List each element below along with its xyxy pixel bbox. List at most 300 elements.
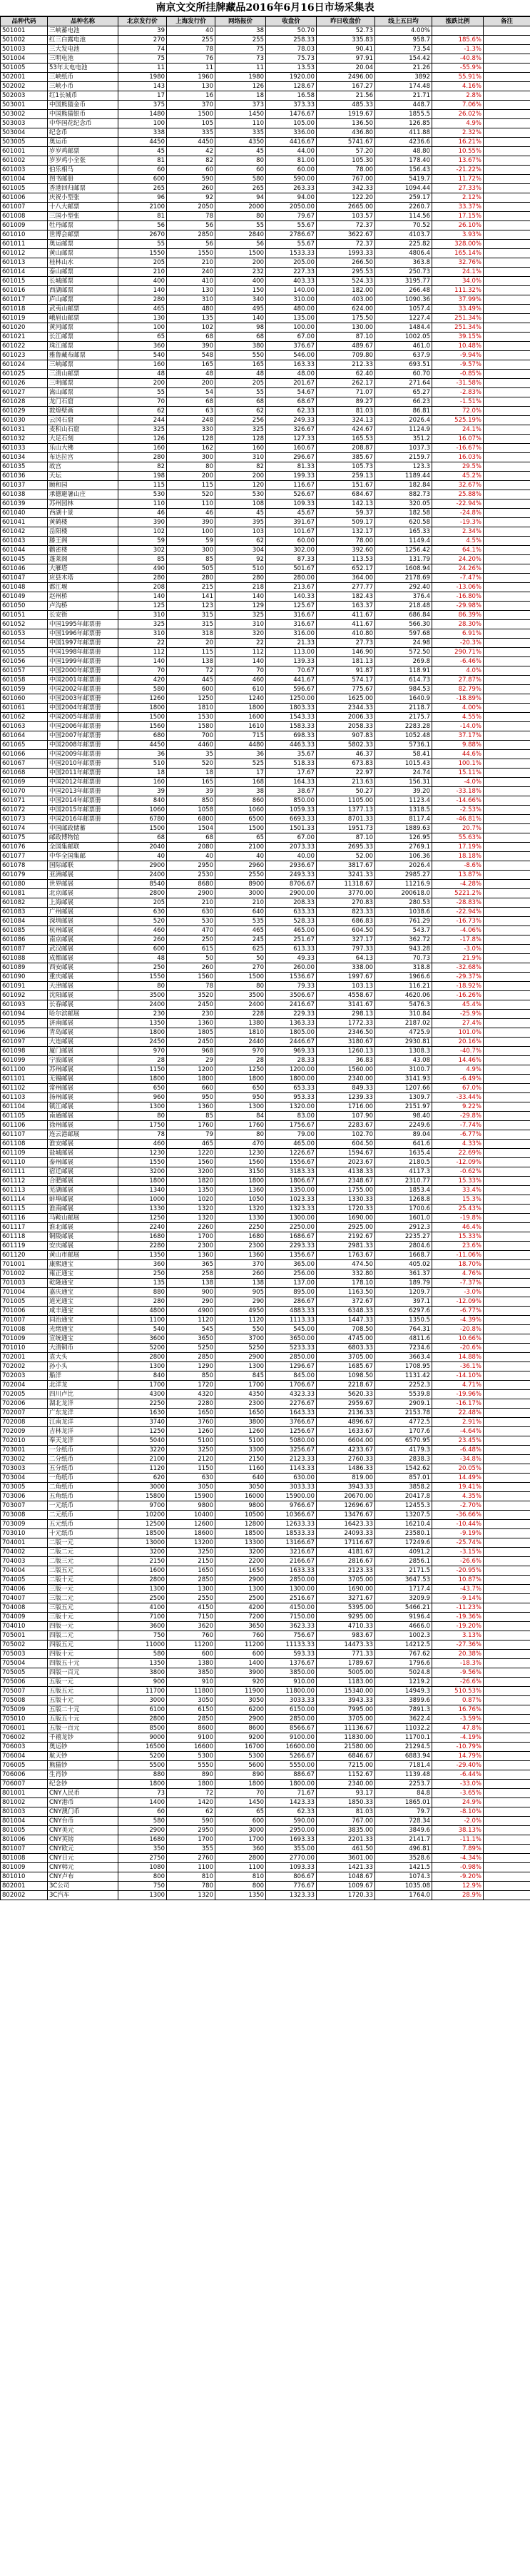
table-row — [1, 1371, 530, 1381]
table-row — [1, 1093, 530, 1102]
table-cell: 2800 — [118, 1353, 167, 1362]
table-cell — [484, 128, 530, 138]
table-cell: 一分纸币 — [48, 1446, 118, 1455]
table-cell — [484, 221, 530, 230]
table-cell: 3740 — [118, 1418, 167, 1427]
table-cell — [484, 1566, 530, 1576]
table-cell: 45.4% — [432, 1000, 484, 1010]
table-cell: 640 — [215, 908, 266, 917]
table-cell: 5024.8 — [375, 1668, 432, 1678]
table-cell: 89.27 — [317, 397, 375, 407]
col-header: 品种名称 — [48, 17, 118, 26]
table-cell: 1050 — [215, 1195, 266, 1205]
table-cell: 485.33 — [317, 101, 375, 110]
table-cell: 1124.9 — [375, 425, 432, 435]
table-cell — [484, 500, 530, 509]
table-cell: 3050 — [167, 1696, 215, 1705]
table-cell: 62.33 — [266, 1807, 317, 1817]
table-cell: -46.81% — [432, 815, 484, 824]
table-cell: 24.1% — [432, 425, 484, 435]
table-cell: 2450 — [167, 1000, 215, 1010]
table-cell: 济南邮展 — [48, 1019, 118, 1028]
table-row — [1, 574, 530, 583]
table-cell: 200 — [118, 379, 167, 388]
table-cell: 45 — [215, 509, 266, 518]
table-cell: 510 — [215, 564, 266, 574]
table-cell: 86.39% — [432, 611, 484, 620]
table-cell: 601027 — [1, 388, 48, 397]
table-cell: 302.00 — [266, 546, 317, 555]
table-cell: 140 — [215, 592, 266, 602]
table-cell — [484, 1084, 530, 1093]
table-cell: 16.03% — [432, 453, 484, 462]
table-cell: 2006.33 — [317, 713, 375, 722]
table-cell: 泰州邮展 — [48, 1158, 118, 1167]
table-cell: 601118 — [1, 1232, 48, 1242]
table-cell: 122.20 — [317, 193, 375, 203]
table-cell: 62 — [118, 407, 167, 416]
table-cell: 761.29 — [375, 917, 432, 926]
table-cell: 495 — [215, 305, 266, 314]
table-cell: 2340.00 — [317, 1075, 375, 1084]
table-cell: 2178.69 — [375, 574, 432, 583]
table-cell: 601107 — [1, 1130, 48, 1140]
table-cell: 2253.7 — [375, 1780, 432, 1789]
table-cell: 3250 — [167, 1446, 215, 1455]
table-cell: 二版一元 — [48, 1538, 118, 1548]
table-cell: 5600 — [215, 1761, 266, 1770]
table-cell: 苏州邮展 — [48, 1065, 118, 1075]
table-cell: 15900.00 — [266, 1492, 317, 1501]
table-cell: 大足石刻 — [48, 435, 118, 444]
table-cell — [484, 1279, 530, 1288]
table-cell: 251.34% — [432, 323, 484, 333]
table-cell: 701007 — [1, 1316, 48, 1325]
table-cell: 三国小型张 — [48, 212, 118, 221]
table-cell — [484, 1826, 530, 1835]
table-cell: CNY卢布 — [48, 1872, 118, 1882]
table-cell: 2141.7 — [375, 1835, 432, 1845]
table-cell — [484, 1130, 530, 1140]
table-cell: 2516.67 — [266, 1594, 317, 1603]
table-cell: 703009 — [1, 1520, 48, 1529]
table-cell: 601088 — [1, 954, 48, 963]
table-cell: 230 — [167, 1010, 215, 1019]
table-cell: 1550 — [167, 249, 215, 258]
table-cell: 62 — [215, 407, 266, 416]
table-cell: 503003 — [1, 119, 48, 128]
table-cell: 3520 — [167, 991, 215, 1000]
table-cell: 601050 — [1, 602, 48, 611]
table-cell — [484, 1752, 530, 1761]
table-row — [1, 639, 530, 648]
table-cell: 601070 — [1, 787, 48, 796]
table-cell: 4620.06 — [375, 991, 432, 1000]
table-cell: 601110 — [1, 1158, 48, 1167]
table-cell: 卢沟桥 — [48, 602, 118, 611]
table-cell: 335 — [167, 128, 215, 138]
table-cell: 1320 — [215, 1205, 266, 1214]
table-cell: 16000 — [215, 1492, 266, 1501]
table-cell: 2.91% — [432, 1418, 484, 1427]
table-row — [1, 1279, 530, 1288]
table-cell: 310.84 — [375, 1010, 432, 1019]
table-cell: 10200 — [118, 1511, 167, 1520]
table-cell: 38.67 — [266, 787, 317, 796]
table-cell — [484, 1065, 530, 1075]
table-cell: 502002 — [1, 82, 48, 91]
table-cell: 1250 — [167, 694, 215, 704]
table-cell: 78.03 — [266, 45, 317, 54]
table-cell: 810 — [215, 1872, 266, 1882]
table-cell: 59.37 — [317, 509, 375, 518]
table-cell — [484, 203, 530, 212]
table-cell: 900 — [167, 1288, 215, 1297]
table-cell — [484, 1872, 530, 1882]
table-cell: 1700.6 — [375, 1205, 432, 1214]
col-header: 线上五日均 — [375, 17, 432, 26]
table-cell: 4.71% — [432, 1381, 484, 1390]
table-cell: 703001 — [1, 1446, 48, 1455]
table-cell: 1542.62 — [375, 1464, 432, 1474]
table-cell: 四版五元 — [48, 1641, 118, 1650]
table-cell: 154.42 — [375, 54, 432, 64]
table-cell — [484, 759, 530, 769]
table-row — [1, 750, 530, 759]
table-cell: 2500 — [118, 1594, 167, 1603]
table-cell: 长春邮展 — [48, 1000, 118, 1010]
table-cell: 68 — [167, 833, 215, 843]
table-cell: -12.09% — [432, 1158, 484, 1167]
table-cell: 137.00 — [266, 1279, 317, 1288]
table-cell: 767.00 — [317, 175, 375, 184]
table-cell — [484, 1641, 530, 1650]
table-cell: 890 — [215, 1770, 266, 1780]
table-row — [1, 1047, 530, 1056]
table-cell: 武汉邮展 — [48, 945, 118, 954]
table-cell: 航天钞 — [48, 1752, 118, 1761]
table-cell: 8500 — [118, 1724, 167, 1733]
table-cell: 北洋龙 — [48, 1381, 118, 1390]
table-cell: 世博会邮票 — [48, 230, 118, 240]
table-cell: 94.00 — [266, 193, 317, 203]
table-cell — [484, 1474, 530, 1483]
table-cell: -19.96% — [432, 1390, 484, 1399]
table-cell: -6.46% — [432, 657, 484, 666]
table-cell: 55 — [215, 221, 266, 230]
table-cell: 47.8% — [432, 1724, 484, 1733]
table-cell: 中国邮政储蓄 — [48, 824, 118, 833]
table-cell: 201.67 — [266, 379, 317, 388]
table-cell: 2900 — [118, 1826, 167, 1835]
table-cell: 601018 — [1, 305, 48, 314]
table-cell: 3600 — [118, 1334, 167, 1344]
table-cell — [484, 351, 530, 360]
table-cell: 185.6% — [432, 36, 484, 45]
table-cell: 93.17 — [317, 1789, 375, 1798]
table-cell: 21580.00 — [317, 1743, 375, 1752]
table-cell — [484, 973, 530, 982]
table-cell: 60 — [167, 166, 215, 175]
table-cell: -36.1% — [432, 1362, 484, 1371]
table-row — [1, 1863, 530, 1872]
table-cell — [484, 1047, 530, 1056]
table-cell: 1750 — [118, 1121, 167, 1130]
table-cell: 盐城邮展 — [48, 1149, 118, 1158]
table-cell: 701009 — [1, 1334, 48, 1344]
table-cell — [484, 323, 530, 333]
table-cell: 1060 — [215, 806, 266, 815]
table-cell — [484, 166, 530, 175]
table-cell: -0.62% — [432, 1167, 484, 1177]
table-cell: 100.1% — [432, 759, 484, 769]
table-cell: 845 — [215, 1371, 266, 1381]
table-cell — [484, 1891, 530, 1900]
table-cell — [484, 880, 530, 889]
table-cell: 315 — [167, 620, 215, 629]
table-cell: 2026.4 — [375, 861, 432, 871]
table-cell: 601045 — [1, 555, 48, 564]
table-row — [1, 1548, 530, 1557]
table-cell: 全国集邮联 — [48, 843, 118, 852]
table-cell: 1800 — [215, 1177, 266, 1186]
table-cell: 63 — [167, 407, 215, 416]
table-cell: 20.16% — [432, 1038, 484, 1047]
table-cell: 西湖邮票 — [48, 286, 118, 295]
table-cell: 12696.67 — [317, 1501, 375, 1511]
table-row — [1, 1269, 530, 1279]
table-cell: 83.00 — [266, 1112, 317, 1121]
table-cell: 350 — [118, 1845, 167, 1854]
table-cell: 624.00 — [317, 305, 375, 314]
table-cell: 7150.00 — [266, 1613, 317, 1622]
table-cell: 75 — [215, 45, 266, 54]
table-cell: 68 — [215, 397, 266, 407]
table-cell: CNY美元 — [48, 1826, 118, 1835]
table-cell: 361.37 — [375, 1269, 432, 1279]
table-cell: 114.56 — [375, 212, 432, 221]
table-cell: 1700 — [167, 1835, 215, 1845]
table-cell: 9800 — [215, 1501, 266, 1511]
table-cell: 3200 — [167, 1167, 215, 1177]
table-cell: 1720 — [167, 1381, 215, 1390]
table-cell: 43.08 — [375, 1056, 432, 1065]
table-cell: 中国1999年邮票册 — [48, 657, 118, 666]
table-cell: 280 — [215, 574, 266, 583]
table-cell: 200 — [215, 472, 266, 481]
table-cell: -6.44% — [432, 1770, 484, 1780]
table-cell: 601067 — [1, 759, 48, 769]
table-cell: 7200 — [215, 1613, 266, 1622]
table-cell — [484, 908, 530, 917]
table-cell: -14.0% — [432, 722, 484, 731]
table-cell — [484, 314, 530, 323]
table-cell: 9100.00 — [266, 1733, 317, 1743]
table-cell: 215 — [167, 583, 215, 592]
table-cell: 55.67 — [266, 240, 317, 249]
table-cell: 110 — [118, 500, 167, 509]
table-cell: 127.33 — [266, 435, 317, 444]
table-cell: 4150.00 — [266, 1603, 317, 1613]
table-cell: 45.67 — [266, 509, 317, 518]
table-cell: 950 — [167, 1093, 215, 1102]
table-cell: 二元纸币 — [48, 1511, 118, 1520]
table-cell: 601015 — [1, 277, 48, 286]
table-cell: 400 — [215, 277, 266, 286]
table-cell: 465 — [118, 305, 167, 314]
table-row — [1, 917, 530, 926]
table-cell: 850 — [167, 796, 215, 806]
table-cell: 1356.67 — [266, 1251, 317, 1260]
table-cell: 光绪通宝 — [48, 1325, 118, 1334]
table-cell: CNY韩元 — [48, 1863, 118, 1872]
table-cell: 苏州园林 — [48, 500, 118, 509]
table-cell: 260 — [118, 935, 167, 945]
table-cell: 164.33 — [266, 778, 317, 787]
table-cell: 4.16% — [432, 82, 484, 91]
table-cell: 1680 — [118, 1232, 167, 1242]
table-cell: 2300 — [215, 1242, 266, 1251]
table-row — [1, 1418, 530, 1427]
table-cell: 1139.48 — [375, 1770, 432, 1780]
table-cell: 465 — [167, 1140, 215, 1149]
table-cell: 701006 — [1, 1307, 48, 1316]
table-cell — [484, 1492, 530, 1501]
table-cell: 4117.3 — [375, 1167, 432, 1177]
table-cell: 1308.3 — [375, 1047, 432, 1056]
table-cell: 474.50 — [317, 1260, 375, 1269]
table-cell: 68 — [167, 333, 215, 342]
table-row — [1, 1891, 530, 1900]
table-cell: 5741.67 — [317, 138, 375, 147]
table-cell: 18 — [167, 769, 215, 778]
table-cell: 705010 — [1, 1715, 48, 1724]
table-row — [1, 1622, 530, 1631]
table-cell: 79.33 — [266, 982, 317, 991]
table-cell — [484, 1511, 530, 1520]
table-cell: 277.77 — [317, 583, 375, 592]
table-cell: 14212.5 — [375, 1641, 432, 1650]
table-cell: 27.33% — [432, 184, 484, 193]
table-cell: 705001 — [1, 1631, 48, 1641]
table-cell: 3033.33 — [266, 1483, 317, 1492]
table-cell: 1048.67 — [317, 1872, 375, 1882]
table-cell: 3647.53 — [375, 1576, 432, 1585]
table-cell: 403.00 — [317, 295, 375, 305]
table-cell: 705008 — [1, 1696, 48, 1705]
table-cell: 205 — [118, 258, 167, 268]
table-cell: 1550 — [118, 973, 167, 982]
table-row — [1, 1232, 530, 1242]
table-cell: 199.33 — [266, 472, 317, 481]
table-cell: 颐和园 — [48, 481, 118, 490]
table-cell — [484, 305, 530, 314]
table-cell: 810 — [167, 1872, 215, 1882]
table-cell — [484, 333, 530, 342]
table-cell: 2840 — [215, 230, 266, 240]
table-cell — [484, 1195, 530, 1205]
table-cell: 大连邮展 — [48, 1038, 118, 1047]
table-cell: 373.33 — [266, 101, 317, 110]
table-cell: 760 — [215, 1631, 266, 1641]
table-cell: 496.81 — [375, 1845, 432, 1854]
table-cell: -32.68% — [432, 963, 484, 973]
table-cell: 深圳邮展 — [48, 917, 118, 926]
table-cell: 2959.67 — [317, 1399, 375, 1409]
table-cell: 26.02% — [432, 110, 484, 119]
table-cell: 十八大邮票 — [48, 203, 118, 212]
table-cell: 6500 — [215, 815, 266, 824]
table-cell: 中国2011年邮票册 — [48, 769, 118, 778]
table-row — [1, 314, 530, 323]
table-cell: -22.94% — [432, 908, 484, 917]
table-cell — [484, 1668, 530, 1678]
table-cell: 590.00 — [266, 1817, 317, 1826]
table-cell: 704007 — [1, 1594, 48, 1603]
table-cell: 2960 — [215, 861, 266, 871]
table-cell: 大雁塔 — [48, 564, 118, 574]
table-cell: 601030 — [1, 416, 48, 425]
table-cell — [484, 898, 530, 908]
table-cell: 140 — [118, 286, 167, 295]
table-cell — [484, 806, 530, 815]
table-cell: 501002 — [1, 36, 48, 45]
table-row — [1, 175, 530, 184]
table-cell: 256.00 — [266, 1269, 317, 1279]
table-cell: 123 — [167, 602, 215, 611]
table-cell: 620 — [118, 1474, 167, 1483]
table-row — [1, 110, 530, 119]
table-cell: -18.3% — [432, 1659, 484, 1668]
table-cell: 86.81 — [375, 407, 432, 416]
table-cell: 1800 — [215, 704, 266, 713]
table-cell: 17 — [118, 91, 167, 101]
table-cell: 9.22% — [432, 1102, 484, 1112]
table-cell: 362.72 — [375, 935, 432, 945]
table-row — [1, 1427, 530, 1436]
table-cell: -4.28% — [432, 880, 484, 889]
table-row — [1, 620, 530, 629]
table-cell — [484, 490, 530, 500]
table-cell: 92 — [215, 555, 266, 564]
table-cell: 126 — [118, 435, 167, 444]
table-row — [1, 945, 530, 954]
table-cell: 1000 — [118, 1195, 167, 1205]
table-cell — [484, 1631, 530, 1641]
table-cell: 72 — [167, 1789, 215, 1798]
table-cell: -11.06% — [432, 1251, 484, 1260]
table-cell — [484, 1269, 530, 1279]
table-cell: 320.05 — [375, 500, 432, 509]
table-cell: 1476.67 — [266, 110, 317, 119]
table-cell — [484, 1724, 530, 1733]
table-cell: 128 — [167, 435, 215, 444]
table-row — [1, 1056, 530, 1065]
table-cell: 91.87 — [317, 666, 375, 676]
table-cell: 84.8 — [375, 1789, 432, 1798]
table-cell: 1796.6 — [375, 1659, 432, 1668]
table-cell: 1230 — [118, 1149, 167, 1158]
table-cell: 4.9% — [432, 1065, 484, 1075]
table-cell: 72 — [167, 666, 215, 676]
table-cell: 80 — [215, 212, 266, 221]
table-cell: 601092 — [1, 991, 48, 1000]
table-row — [1, 769, 530, 778]
table-cell: 16423.33 — [317, 1520, 375, 1529]
table-cell: -6.77% — [432, 1307, 484, 1316]
table-row — [1, 453, 530, 462]
table-cell: 沈阳邮展 — [48, 991, 118, 1000]
